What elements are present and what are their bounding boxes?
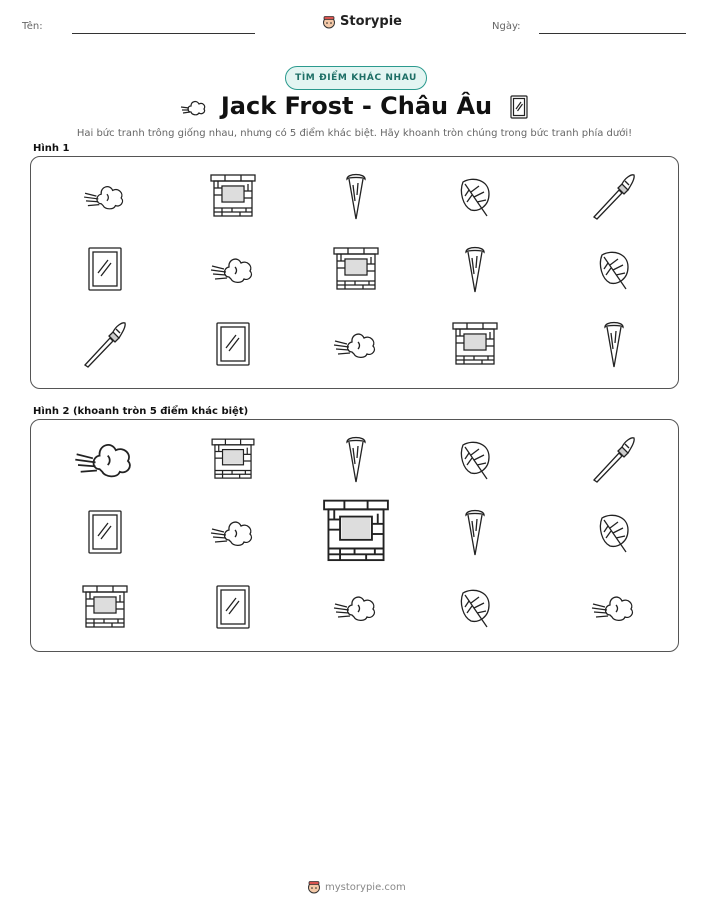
picture-2-cell-r1-c2[interactable] bbox=[198, 426, 268, 496]
picture-2-cell-r3-c1[interactable] bbox=[70, 574, 140, 644]
wind-icon bbox=[332, 587, 380, 631]
picture-1-cell-r3-c4 bbox=[440, 311, 510, 381]
date-line[interactable] bbox=[539, 33, 686, 34]
leaf-icon bbox=[596, 510, 632, 558]
picture-1-cell-r3-c3 bbox=[321, 311, 391, 381]
icicle-icon bbox=[464, 507, 486, 561]
leaf-icon bbox=[457, 585, 493, 633]
page-title-text: Jack Frost - Châu Âu bbox=[220, 92, 493, 120]
name-label: Tên: bbox=[22, 21, 43, 32]
wind-icon bbox=[181, 96, 207, 118]
picture-1-cell-r3-c2 bbox=[198, 311, 268, 381]
leaf-icon bbox=[457, 437, 493, 485]
fireplace-icon bbox=[210, 174, 256, 222]
picture-2-cell-r2-c5[interactable] bbox=[579, 499, 649, 569]
leaf-icon bbox=[596, 247, 632, 295]
icicle-icon bbox=[345, 171, 367, 225]
paintbrush-icon bbox=[591, 435, 637, 487]
window-icon bbox=[510, 95, 528, 119]
picture-2-cell-r3-c5[interactable] bbox=[579, 574, 649, 644]
icicle-icon bbox=[345, 434, 367, 488]
window-icon bbox=[88, 247, 122, 295]
picture-2-cell-r1-c3[interactable] bbox=[321, 426, 391, 496]
fireplace-icon bbox=[333, 247, 379, 295]
picture-1-cell-r2-c1 bbox=[70, 236, 140, 306]
fireplace-icon bbox=[323, 499, 390, 569]
picture-2-cell-r2-c2[interactable] bbox=[198, 499, 268, 569]
picture-1-cell-r1-c5 bbox=[579, 163, 649, 233]
picture-2-cell-r2-c3[interactable] bbox=[321, 499, 391, 569]
wind-icon bbox=[209, 249, 257, 293]
picture-2-cell-r2-c1[interactable] bbox=[70, 499, 140, 569]
picture-2-label: Hình 2 (khoanh tròn 5 điểm khác biệt) bbox=[33, 406, 249, 417]
brand-name: Storypie bbox=[340, 14, 402, 29]
picture-1-label: Hình 1 bbox=[33, 143, 70, 154]
picture-2-cell-r1-c4[interactable] bbox=[440, 426, 510, 496]
paintbrush-icon bbox=[82, 320, 128, 372]
wind-icon bbox=[73, 431, 138, 490]
picture-2-cell-r1-c1[interactable] bbox=[70, 426, 140, 496]
picture-1-cell-r2-c3 bbox=[321, 236, 391, 306]
storypie-mascot-icon bbox=[307, 880, 321, 894]
picture-1-cell-r3-c1 bbox=[70, 311, 140, 381]
picture-2-cell-r3-c4[interactable] bbox=[440, 574, 510, 644]
wind-icon bbox=[590, 587, 638, 631]
wind-icon bbox=[82, 177, 128, 219]
instructions-text: Hai bức tranh trông giống nhau, nhưng có 5 điểm khác biệt. Hãy khoanh tròn chúng trong bức tranh phía dưới! bbox=[76, 128, 633, 139]
worksheet-type-badge: TÌM ĐIỂM KHÁC NHAU bbox=[285, 66, 427, 90]
window-icon bbox=[88, 510, 122, 558]
storypie-mascot-icon bbox=[322, 15, 336, 29]
date-label: Ngày: bbox=[492, 21, 521, 32]
paintbrush-icon bbox=[591, 172, 637, 224]
wind-icon bbox=[209, 512, 257, 556]
name-line[interactable] bbox=[72, 33, 255, 34]
icicle-icon bbox=[464, 244, 486, 298]
leaf-icon bbox=[457, 174, 493, 222]
wind-icon bbox=[332, 324, 380, 368]
picture-1-cell-r2-c2 bbox=[198, 236, 268, 306]
footer bbox=[307, 880, 406, 894]
fireplace-icon bbox=[452, 322, 498, 370]
picture-1-cell-r1-c2 bbox=[198, 163, 268, 233]
picture-1-cell-r1-c1 bbox=[70, 163, 140, 233]
picture-2-cell-r3-c3[interactable] bbox=[321, 574, 391, 644]
fireplace-icon bbox=[211, 438, 255, 484]
picture-1-cell-r2-c4 bbox=[440, 236, 510, 306]
picture-2-cell-r3-c2[interactable] bbox=[198, 574, 268, 644]
picture-1-cell-r3-c5 bbox=[579, 311, 649, 381]
window-icon bbox=[216, 585, 250, 633]
window-icon bbox=[216, 322, 250, 370]
picture-1-cell-r2-c5 bbox=[579, 236, 649, 306]
fireplace-icon bbox=[82, 585, 128, 633]
picture-1-panel bbox=[30, 156, 679, 389]
picture-2-cell-r2-c4[interactable] bbox=[440, 499, 510, 569]
picture-2-panel[interactable] bbox=[30, 419, 679, 652]
page-title bbox=[0, 92, 709, 120]
picture-1-cell-r1-c3 bbox=[321, 163, 391, 233]
picture-2-cell-r1-c5[interactable] bbox=[579, 426, 649, 496]
footer-url: mystorypie.com bbox=[325, 881, 406, 893]
icicle-icon bbox=[603, 319, 625, 373]
picture-1-cell-r1-c4 bbox=[440, 163, 510, 233]
brand-logo bbox=[322, 14, 402, 29]
